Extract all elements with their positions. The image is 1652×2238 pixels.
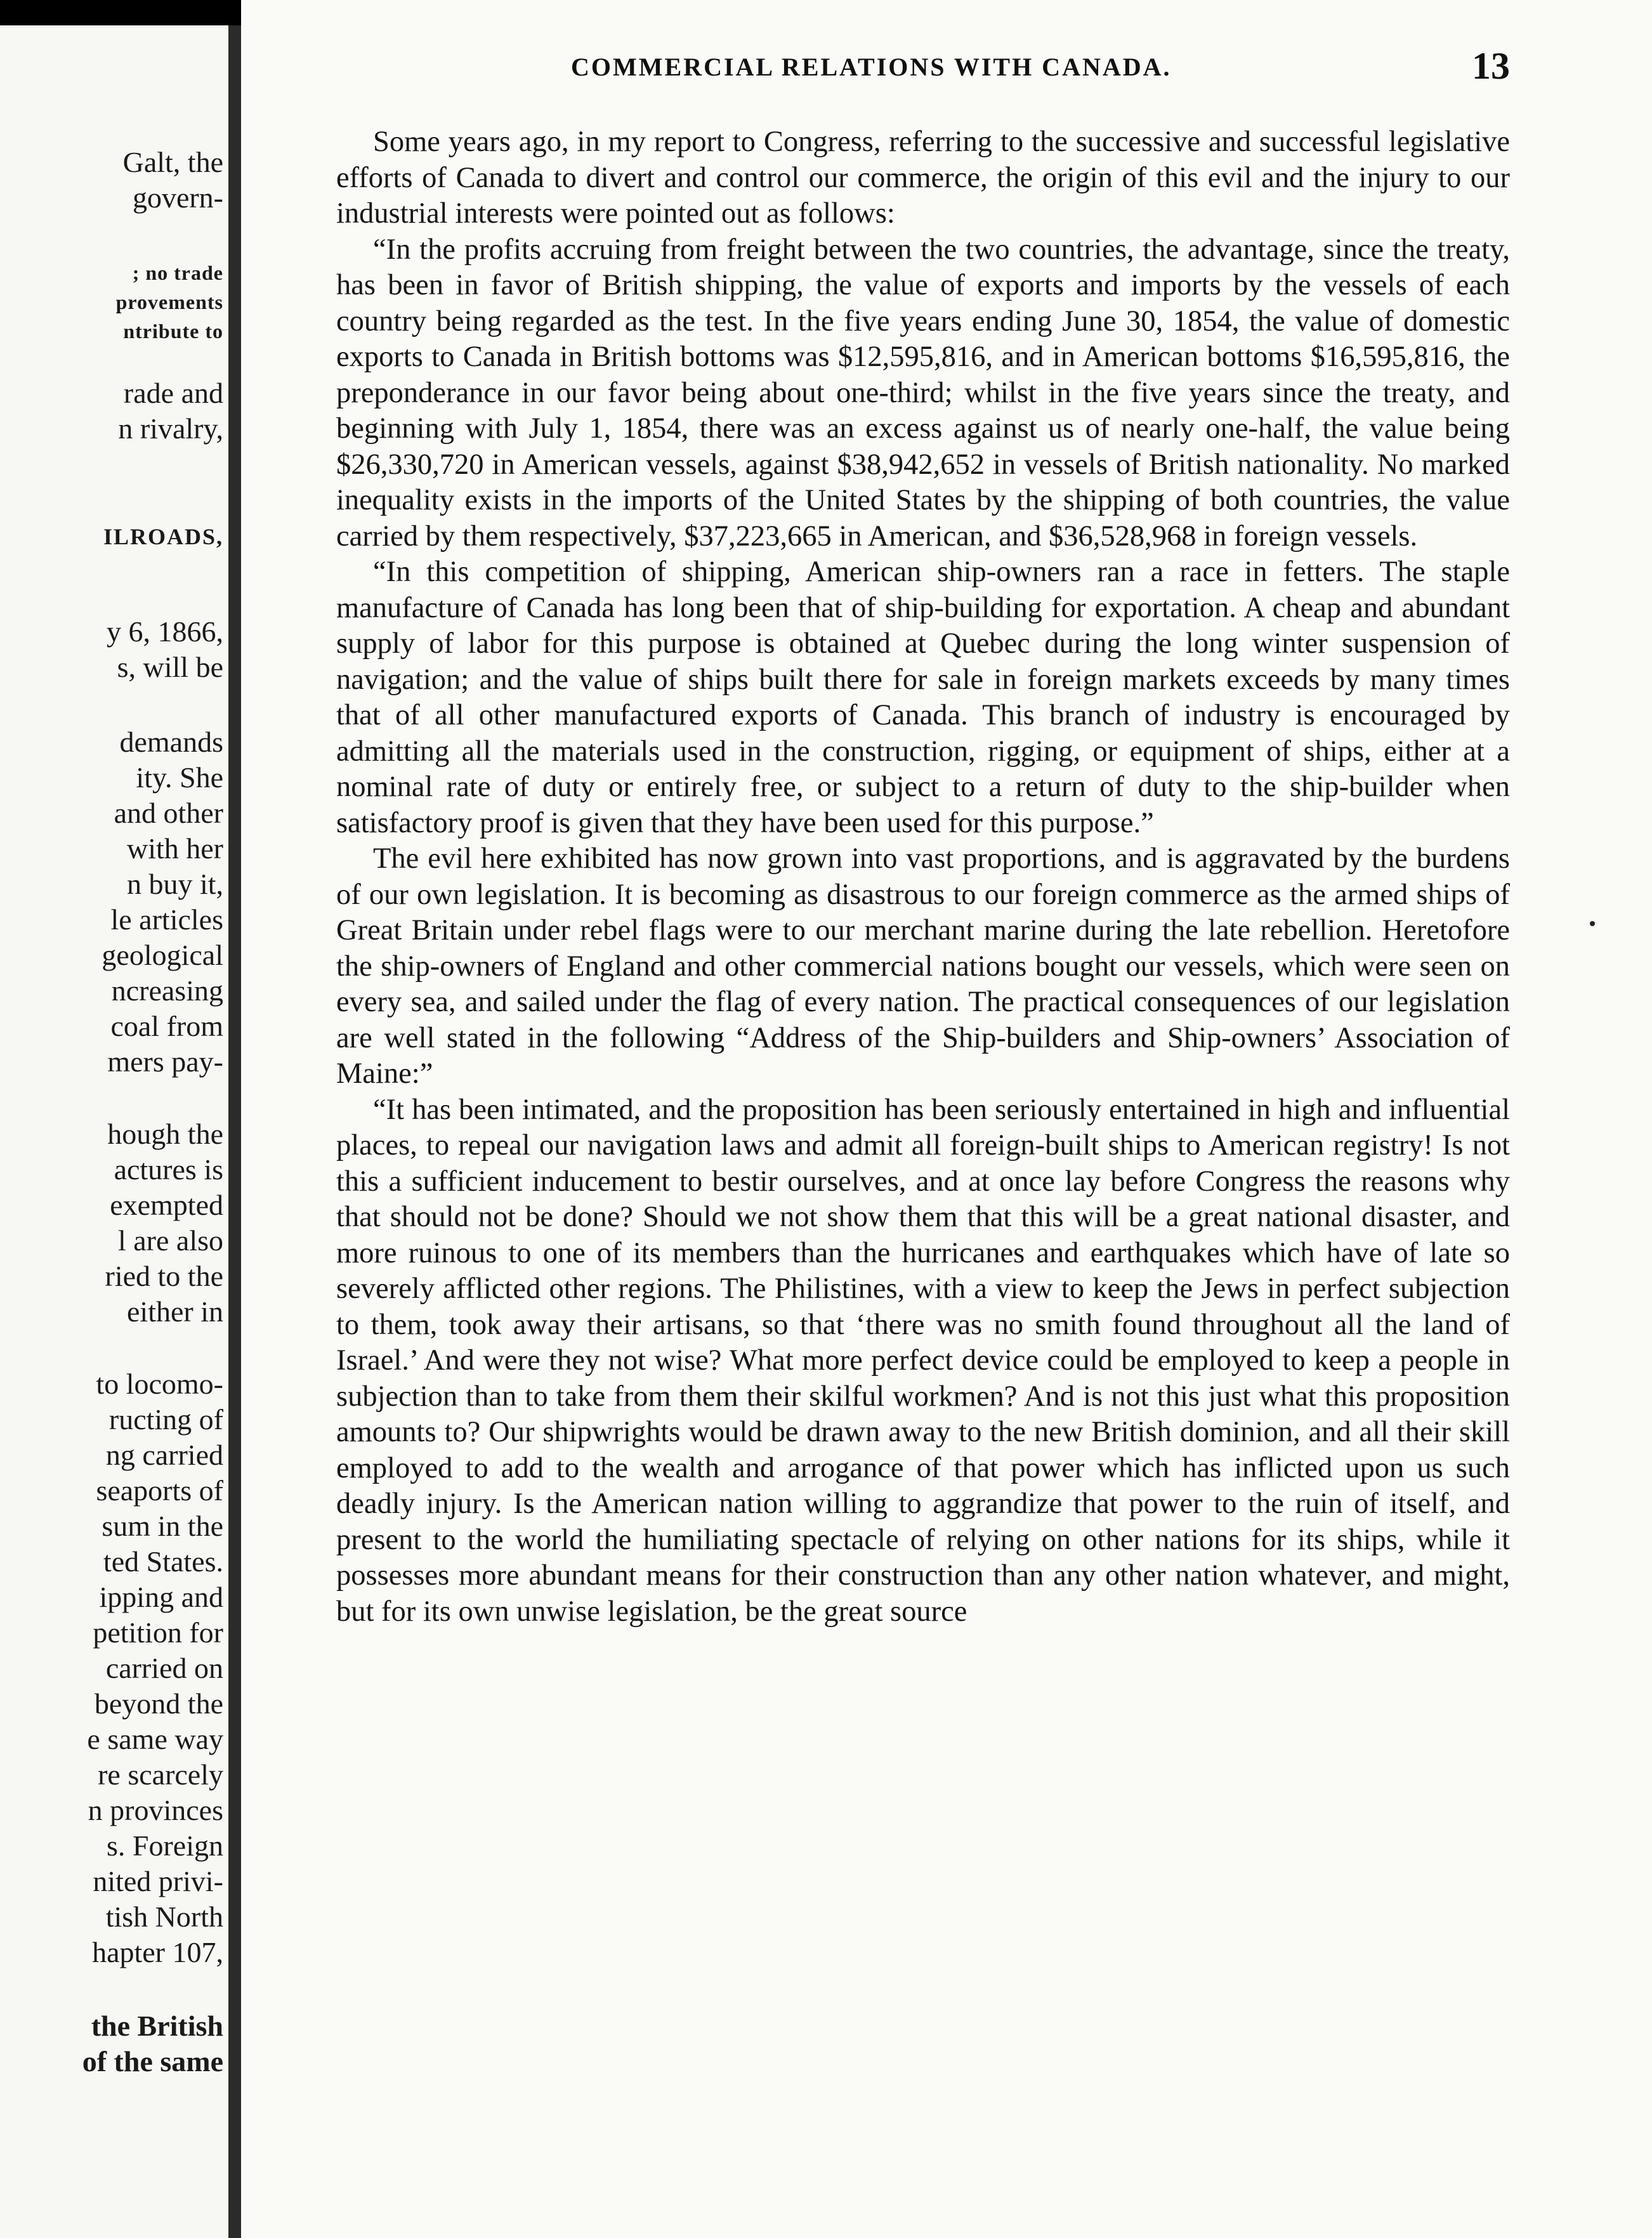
left-fragment-heading: ILROADS, xyxy=(103,524,223,549)
left-fragment-line: s. Foreign xyxy=(107,1829,223,1862)
left-fragment-line: ncreasing xyxy=(111,974,223,1007)
left-fragment-line: le articles xyxy=(110,903,223,936)
left-fragment-line: either in xyxy=(127,1295,223,1328)
left-fragment-line: ructing of xyxy=(108,1403,223,1436)
left-fragment-line: and other xyxy=(114,797,223,829)
left-fragment-line: carried on xyxy=(105,1652,223,1684)
page-header xyxy=(571,44,1510,95)
left-fragment-line: l are also xyxy=(117,1224,223,1257)
left-fragment-line: hapter 107, xyxy=(92,1936,223,1968)
quoted-paragraph: “It has been intimated, and the proposition has been seriously entertained in high and influential places, to repeal our navigation laws and admit all foreign-built ships to American registry! Is not this a sufficient inducement to bestir ourselves, and at once lay before Congress the reasons why that should not be done? Should we not show them that this will be a great national disaster, and more ruinous to one of its members than the hurricanes and earthquakes which have of late so severely afflicted other regions. The Philistines, with a view to keep the Jews in perfect subjection to them, took away their artisans, so that ‘there was no smith found throughout all the land of Israel.’ And were they not wise? What more perfect device could be employed to keep a people in subjection than to take from them their skilful workmen? And is not this just what this proposition amounts to? Our shipwrights would be drawn away to the new British dominion, and all their skill employed to add to the wealth and arrogance of that power which has inflicted upon us such deadly injury. Is the American nation willing to aggrandize that power to the ruin of itself, and present to the world the humiliating spectacle of relying on other nations for its ships, while it possesses more abundant means for their construction than any other nation whatever, and might, but for its own unwise legislation, be the great source xyxy=(336,1093,1510,1628)
left-fragment-line: re scarcely xyxy=(98,1758,223,1791)
quoted-paragraph: “In the profits accruing from freight between the two countries, the advantage, since the treaty, has been in favor of British shipping, the value of exports and imports by the vessels of each country being regarded as the test. In the five years ending June 30, 1854, the value of domestic exports to Canada in British bottoms was $12,595,816, and in American bottoms $16,595,816, the preponderance in our favor being about one-third; whilst in the five years since the treaty, and beginning with July 1, 1854, there was an excess against us of nearly one-half, the value being $26,330,720 in American vessels, against $38,942,652 in vessels of British nationality. No marked inequality exists in the imports of the United States by the shipping of both countries, the value carried by them respectively, $37,223,665 in American, and $36,528,968 in foreign vessels. xyxy=(336,233,1510,553)
left-fragment-line: e same way xyxy=(87,1723,223,1755)
quoted-paragraph: “In this competition of shipping, American ship-owners ran a race in fetters. The staple manufacture of Canada has long been that of ship-building for exportation. A cheap and abundant supply of labor for this purpose is obtained at Quebec during the long winter suspension of navigation; and the value of ships built there for sale in foreign markets exceeds by many times that of all other manufactured exports of Canada. This branch of industry is encouraged by admitting all the materials used in the construction, rigging, or equipment of ships, either at a nominal rate of duty or entirely free, or subject to a return of duty to the ship-builder when satisfactory proof is given that they have been used for this purpose.” xyxy=(336,556,1510,839)
left-fragment-line: petition for xyxy=(93,1616,223,1649)
left-fragment-line: the British xyxy=(91,2010,223,2042)
body-text xyxy=(336,124,1510,1630)
page-gutter xyxy=(228,25,241,2238)
left-fragment-line: geological xyxy=(102,939,223,971)
left-fragment-line: ipping and xyxy=(99,1581,223,1613)
left-fragment-line: ted States. xyxy=(103,1545,223,1578)
left-fragment-line: n rivalry, xyxy=(118,412,223,445)
paragraph: Some years ago, in my report to Congress, referring to the successive and successful legislative efforts of Canada to divert and control our commerce, the origin of this evil and the injury to our industrial interests were pointed out as follows: xyxy=(336,126,1510,230)
left-fragment-line: ntribute to xyxy=(123,320,223,343)
left-fragment-line: ng carried xyxy=(105,1439,223,1471)
paragraph: The evil here exhibited has now grown into vast proportions, and is aggravated by the burdens of our own legislation. It is becoming as disastrous to our foreign commerce as the armed ships of Great Britain under rebel flags were to our merchant marine during the late rebellion. Heretofore the ship-owners of England and other commercial nations bought our vessels, which were seen on every sea, and sailed under the flag of every nation. The practical consequences of our legislation are well stated in the following “Address of the Ship-builders and Ship-owners’ Association of Maine:” xyxy=(336,842,1510,1090)
left-fragment-line: rade and xyxy=(123,377,223,409)
left-fragment-line: of the same xyxy=(82,2045,223,2078)
left-fragment-line: exempted xyxy=(110,1189,223,1221)
left-fragment-line: demands xyxy=(119,726,223,758)
left-fragment-line: n buy it, xyxy=(126,868,223,900)
left-fragment-line: actures is xyxy=(114,1153,223,1186)
left-fragment-line: seaports of xyxy=(96,1474,223,1507)
left-fragment-line: tish North xyxy=(105,1901,223,1933)
left-fragment-line: sum in the xyxy=(102,1510,223,1542)
page-number: 13 xyxy=(1472,45,1510,87)
left-fragment-line: beyond the xyxy=(94,1687,223,1720)
left-fragment-line: hough the xyxy=(107,1118,223,1150)
left-fragment-line: coal from xyxy=(110,1010,223,1042)
left-fragment-line: provements xyxy=(115,291,223,313)
left-fragment-line: mers pay- xyxy=(107,1045,223,1078)
left-fragment-line: y 6, 1866, xyxy=(107,615,223,648)
left-fragment-line: Galt, the xyxy=(122,146,223,178)
left-page-fragment xyxy=(0,25,228,2238)
left-fragment-line: ity. She xyxy=(136,761,223,794)
left-fragment-line: govern- xyxy=(132,181,223,214)
left-fragment-line: s, will be xyxy=(117,651,223,683)
left-fragment-line: n provinces xyxy=(88,1794,223,1826)
left-fragment-line: ried to the xyxy=(105,1260,223,1292)
running-title: COMMERCIAL RELATIONS WITH CANADA. xyxy=(571,53,1172,81)
left-fragment-line: to locomo- xyxy=(96,1368,223,1400)
left-fragment-line: with her xyxy=(126,832,223,865)
left-fragment-line: ; no trade xyxy=(132,261,223,284)
ink-speck xyxy=(1590,921,1595,926)
left-fragment-line: nited privi- xyxy=(93,1865,223,1897)
